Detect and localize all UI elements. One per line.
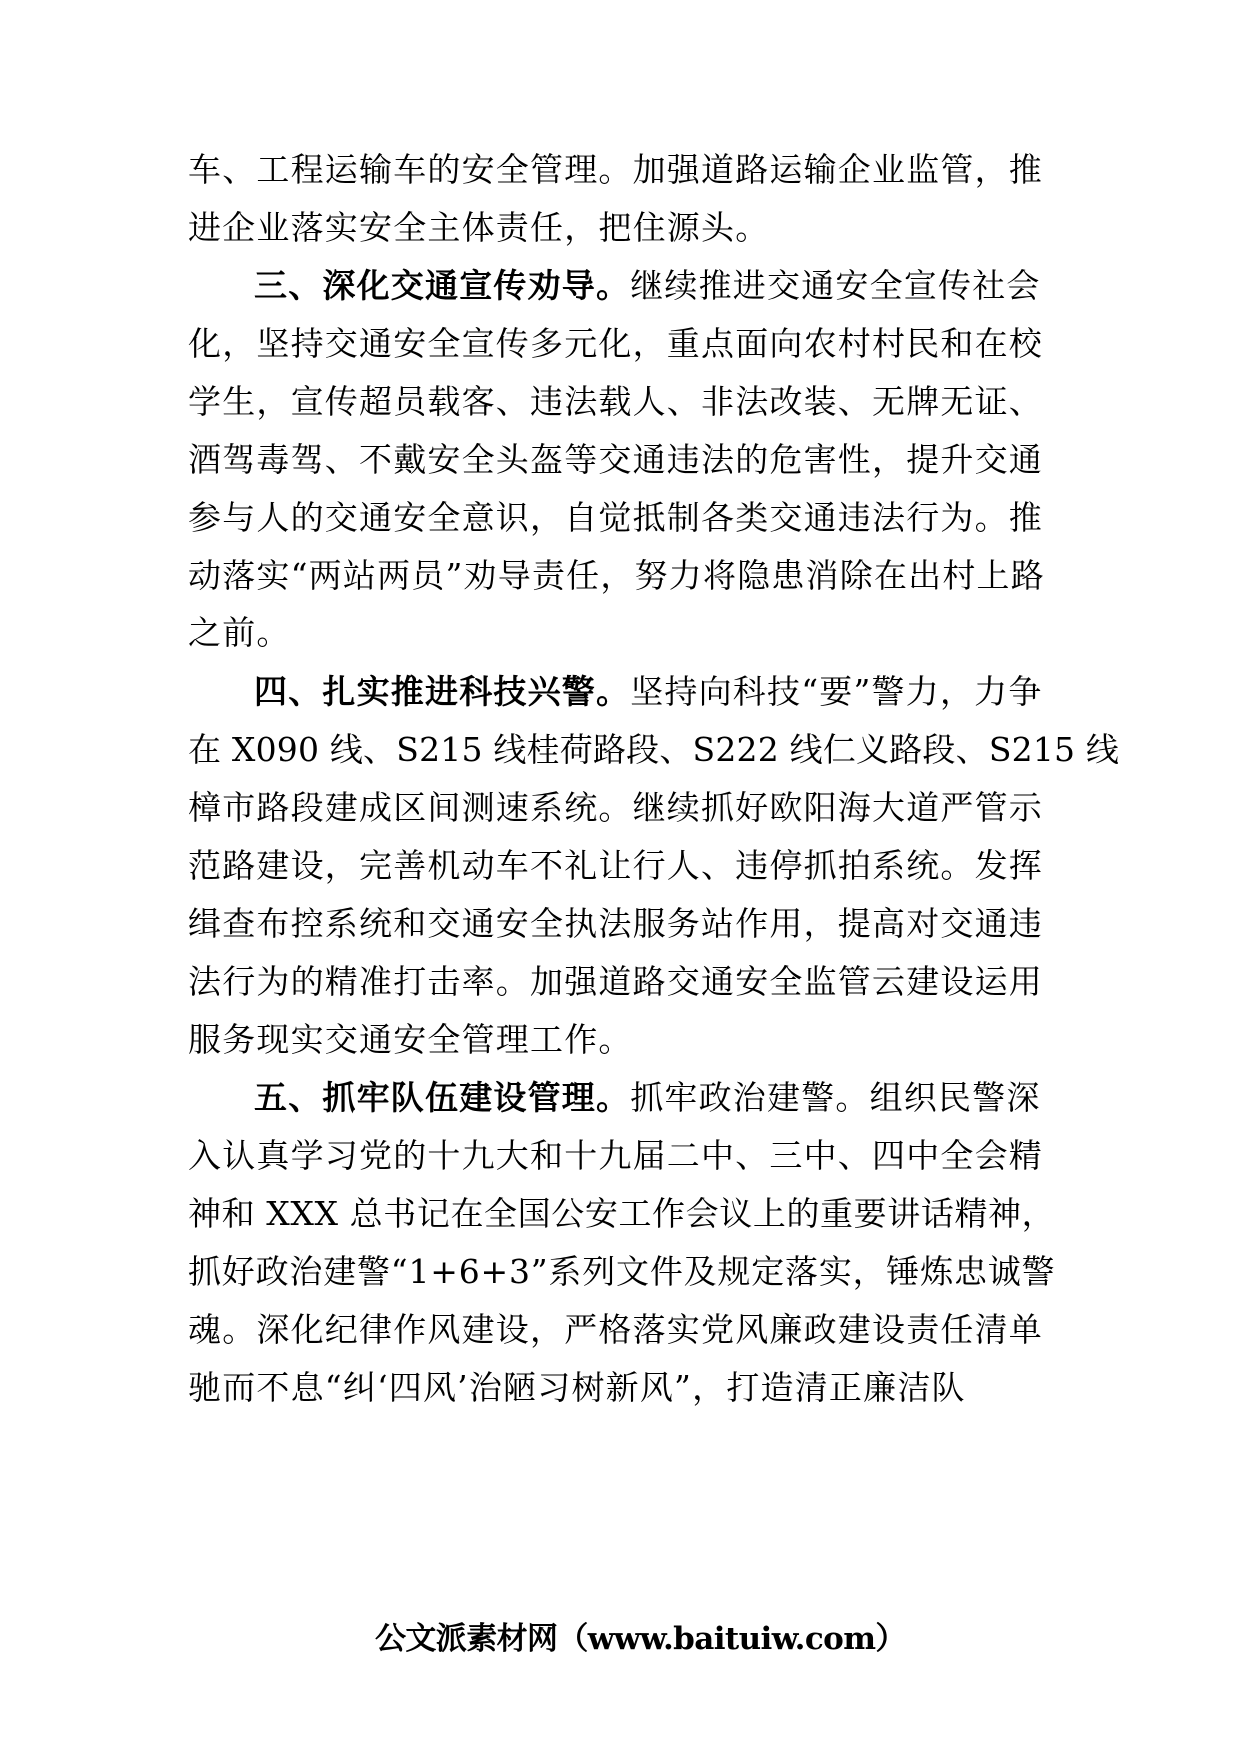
body-line: 入认真学习党的十九大和十九届二中、三中、四中全会精 [188,1136,1043,1175]
paragraph-first-line [254,1078,1041,1118]
paragraph-first-line [254,266,1041,306]
body-line: 酒驾毒驾、不戴安全头盔等交通违法的危害性，提升交通 [188,440,1043,479]
paragraph-first-line [254,672,1043,712]
section-heading: 五、抓牢队伍建设管理。 [254,1078,631,1117]
body-line: 在 X090 线、S215 线桂荷路段、S222 线仁义路段、S215 线 [188,730,1120,769]
body-line: 范路建设，完善机动车不礼让行人、违停抓拍系统。发挥 [188,846,1043,885]
body-line: 魂。深化纪律作风建设，严格落实党风廉政建设责任清单 [188,1310,1043,1349]
body-line: 之前。 [188,613,291,652]
body-line: 参与人的交通安全意识，自觉抵制各类交通违法行为。推 [188,498,1043,537]
footer-watermark: 公文派素材网（www.baituiw.com） [375,1621,906,1657]
body-line: 学生，宣传超员载客、违法载人、非法改装、无牌无证、 [188,382,1043,421]
body-line: 缉查布控系统和交通安全执法服务站作用，提高对交通违 [188,904,1043,943]
body-line: 驰而不息“纠‘四风’治陋习树新风”，打造清正廉洁队 [188,1368,966,1407]
paragraph-text: 坚持向科技“要”警力，力争 [630,672,1043,711]
paragraph-text: 继续推进交通安全宣传社会 [630,266,1041,305]
body-line: 法行为的精准打击率。加强道路交通安全监管云建设运用 [188,962,1043,1001]
section-heading: 四、扎实推进科技兴警。 [254,672,631,711]
body-line: 车、工程运输车的安全管理。加强道路运输企业监管，推 [188,150,1043,189]
body-line: 神和 XXX 总书记在全国公安工作会议上的重要讲话精神， [188,1194,1056,1233]
body-line: 樟市路段建成区间测速系统。继续抓好欧阳海大道严管示 [188,788,1043,827]
body-line: 抓好政治建警“1+6+3”系列文件及规定落实，锤炼忠诚警 [188,1252,1056,1291]
body-line: 动落实“两站两员”劝导责任，努力将隐患消除在出村上路 [188,556,1045,595]
body-line: 服务现实交通安全管理工作。 [188,1020,633,1059]
section-heading: 三、深化交通宣传劝导。 [254,266,631,305]
body-line: 进企业落实安全主体责任，把住源头。 [188,208,770,247]
paragraph-text: 抓牢政治建警。组织民警深 [630,1078,1041,1117]
body-line: 化，坚持交通安全宣传多元化，重点面向农村村民和在校 [188,324,1043,363]
